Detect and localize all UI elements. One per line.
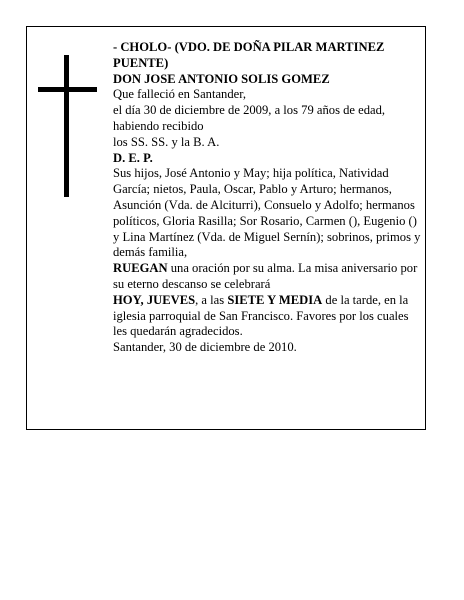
service-paragraph: [113, 293, 425, 340]
family-paragraph: Sus hijos, José Antonio y May; hija política, Natividad García; nietos, Paula, Oscar, Pablo y Arturo; hermanos, Asunción (Vda. de Alciturri), Consuelo y Adolfo; hermanos políticos, Gloria Rasilla; Sor Rosario, Carmen (), Eugenio () y Lina Martínez (Vda. de Miguel Sernín); sobrinos, primos y demás familia,: [113, 166, 421, 260]
obituary-text: [113, 40, 425, 356]
date-line: el día 30 de diciembre de 2009, a los 79 años de edad, habiendo recibido: [113, 103, 386, 133]
venue-text: de la tarde, en la iglesia parroquial de San Francisco. Favores por los cuales les quedarán agradecidos.: [113, 292, 409, 339]
alias-heading: - CHOLO- (VDO. DE DOÑA PILAR MARTINEZ PUENTE): [113, 40, 385, 70]
cross-icon-bar: [38, 87, 97, 92]
rip-line: D. E. P.: [113, 150, 153, 165]
prayer-paragraph: [113, 261, 425, 293]
service-day: HOY, JUEVES: [113, 292, 196, 307]
died-in-line: Que falleció en Santander,: [113, 87, 247, 102]
ruegan-word: RUEGAN: [113, 261, 168, 276]
signoff-line: Santander, 30 de diciembre de 2010.: [113, 340, 297, 355]
at-the-text: , a las: [195, 292, 228, 307]
service-time: SIETE Y MEDIA: [227, 292, 323, 307]
cross-icon: [64, 55, 69, 197]
sacraments-line: los SS. SS. y la B. A.: [113, 134, 220, 149]
deceased-name: DON JOSE ANTONIO SOLIS GOMEZ: [113, 71, 330, 86]
prayer-text: una oración por su alma. La misa aniversario por su eterno descanso se celebrará: [113, 261, 418, 291]
